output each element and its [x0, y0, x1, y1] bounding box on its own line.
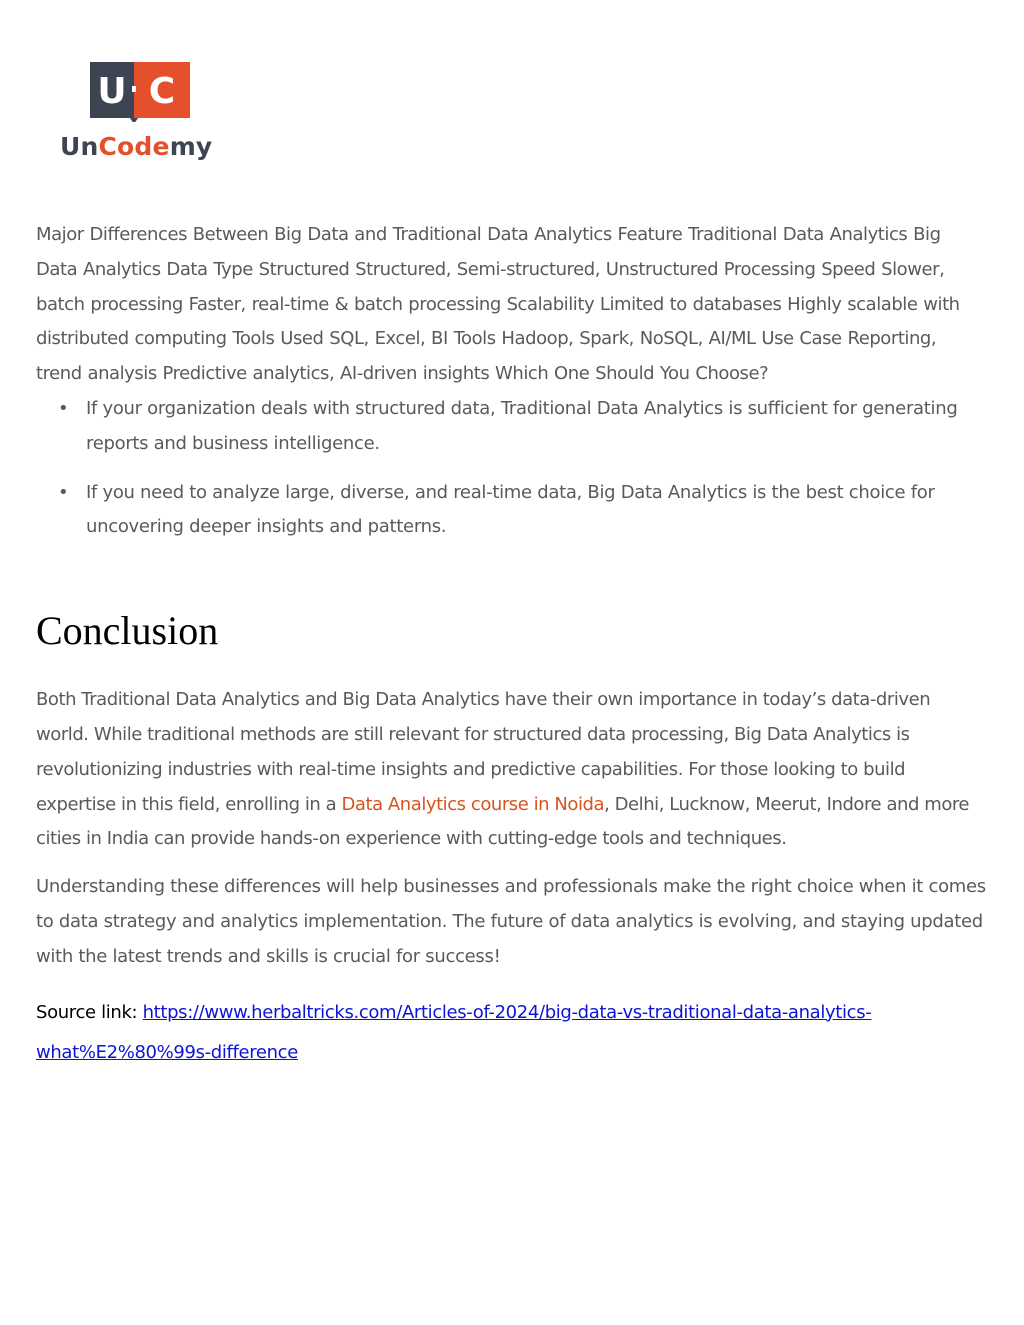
article-body	[36, 218, 986, 1073]
source-line	[36, 993, 986, 1073]
logo-mark-left-letter: U	[97, 71, 127, 112]
source-url-line2: what%E2%80%99s-difference	[36, 1041, 298, 1063]
conclusion-paragraph-1	[36, 683, 986, 857]
bullet-icon: •	[58, 481, 69, 503]
uncodemy-logo	[58, 60, 228, 170]
conclusion-paragraph-2: Understanding these differences will help businesses and professionals make the right choice when it comes to data strategy and analytics implementation. The future of data analytics is evolving, and staying updated with the latest trends and skills is crucial for success!	[36, 876, 986, 967]
logo-wordmark	[60, 132, 212, 161]
source-label: Source link:	[36, 1001, 143, 1023]
intro-paragraph: Major Differences Between Big Data and Traditional Data Analytics Feature Traditional Data Analytics Big Data Analytics Data Type Structured Structured, Semi-structured, Unstructured Processing Speed Slower, batch processing Faster, real-time & batch processing Scalability Limited to databases Highly scalable with distributed computing Tools Used SQL, Excel, BI Tools Hadoop, Spark, NoSQL, AI/ML Use Case Reporting, trend analysis Predictive analytics, AI-driven insights Which One Should You Choose?	[36, 224, 960, 385]
logo-mark-right-letter: C	[148, 71, 176, 112]
bullet-icon: •	[58, 397, 69, 419]
conclusion-p1-after: , Delhi, Lucknow, Meerut, Indore and more cities in India can provide hands-on experience with cutting-edge tools and techniques.	[36, 793, 970, 850]
source-url-link[interactable]	[36, 1002, 871, 1063]
uncodemy-logo-mark	[90, 62, 190, 122]
logo-word-part2: Code	[98, 132, 170, 161]
bullet-text: If your organization deals with structured data, Traditional Data Analytics is sufficient for generating reports and business intelligence.	[86, 397, 958, 454]
choice-bullet-list	[36, 392, 986, 545]
logo-word-part3: my	[169, 132, 213, 161]
source-url-line1: https://www.herbaltricks.com/Articles-of-2024/big-data-vs-traditional-data-analytics-	[142, 1001, 872, 1023]
conclusion-p1-before: Both Traditional Data Analytics and Big Data Analytics have their own importance in today’s data-driven world. While traditional methods are still relevant for structured data processing, Big Data Analytics is revolutionizing industries with real-time insights and predictive capabilities. For those looking to build expertise in this field, enrolling in a	[36, 689, 931, 815]
logo-word-part1: Un	[60, 132, 99, 161]
conclusion-heading: Conclusion	[36, 608, 219, 654]
list-item	[36, 392, 986, 462]
list-item	[36, 476, 986, 546]
data-analytics-course-link[interactable]: Data Analytics course in Noida	[341, 793, 605, 815]
bullet-text: If you need to analyze large, diverse, and real-time data, Big Data Analytics is the best choice for uncovering deeper insights and patterns.	[86, 481, 935, 538]
